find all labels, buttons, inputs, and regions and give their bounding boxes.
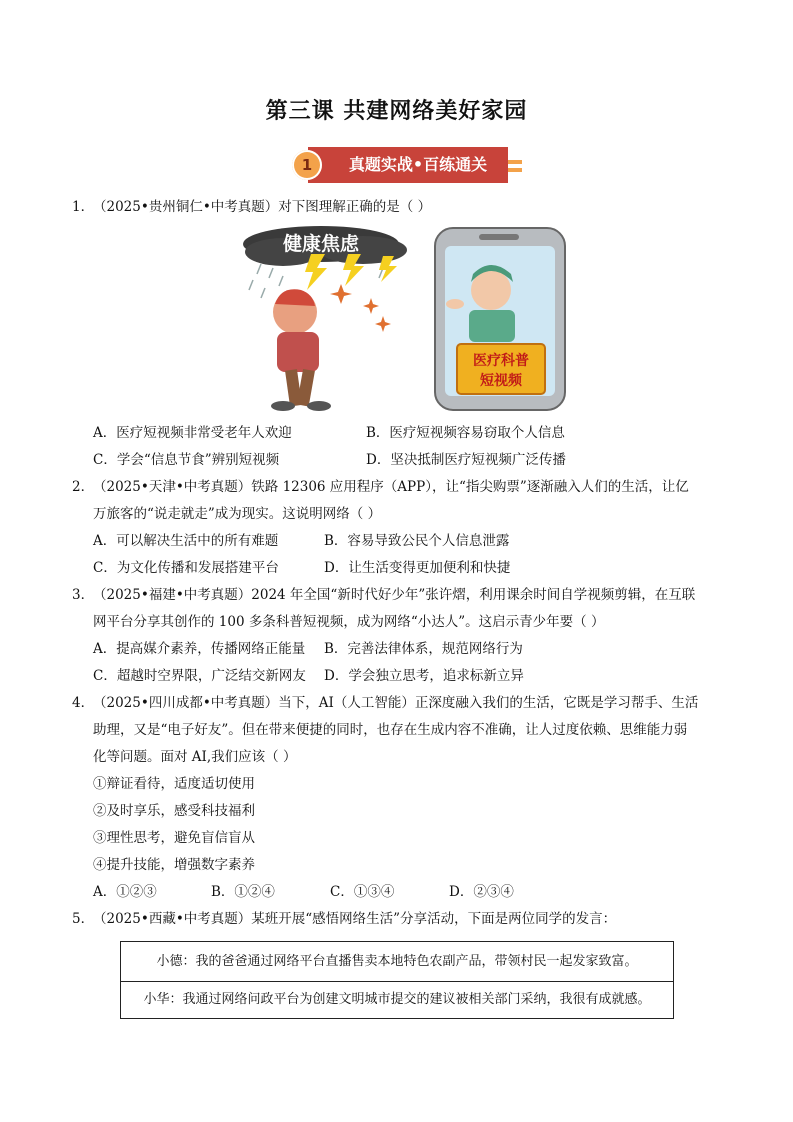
option-a[interactable]: A．医疗短视频非常受老年人欢迎	[93, 425, 292, 441]
option-a[interactable]: A．提高媒介素养，传播网络正能量	[93, 641, 306, 657]
question-number: 5．	[72, 911, 95, 927]
cartoon-illustration	[243, 224, 571, 414]
question-stem: 网平台分享其创作的 100 多条科普短视频，成为网络“小达人”。这启示青少年要（ ）	[93, 614, 605, 630]
page-title: 第三课 共建网络美好家园	[265, 99, 528, 124]
option-b[interactable]: B．医疗短视频容易窃取个人信息	[366, 425, 565, 441]
question-stem: 助理，又是“电子好友”。但在带来便捷的同时，也存在生成内容不准确，让人过度依赖、思维能力弱	[93, 722, 688, 738]
sign-line-1: 医疗科普	[473, 353, 529, 369]
sign-line-2: 短视频	[480, 373, 522, 389]
banner-text: 真题实战•百练通关	[348, 155, 488, 174]
option-d[interactable]: D．②③④	[449, 884, 514, 900]
option-d[interactable]: D．让生活变得更加便利和快捷	[324, 560, 511, 576]
banner-decoration	[508, 160, 522, 164]
option-b[interactable]: B．①②④	[211, 884, 275, 900]
question-stem: （2025•西藏•中考真题）某班开展“感悟网络生活”分享活动，下面是两位同学的发言：	[93, 911, 617, 927]
question-stem: （2025•四川成都•中考真题）当下，AI（人工智能）正深度融入我们的生活，它既是学习帮手、生活	[93, 695, 699, 711]
option-b[interactable]: B．完善法律体系，规范网络行为	[324, 641, 523, 657]
quote-row-xiaode: 小德：我的爸爸通过网络平台直播售卖本地特色农副产品，带领村民一起发家致富。	[121, 942, 673, 982]
quote-table	[120, 941, 674, 1019]
option-d[interactable]: D．学会独立思考，追求标新立异	[324, 668, 524, 684]
banner-number: 1	[292, 150, 322, 180]
cloud-label: 健康焦虑	[282, 233, 360, 255]
question-stem: 化等问题。面对 AI,我们应该（ ）	[93, 749, 297, 765]
question-number: 3．	[72, 587, 95, 603]
statement-item: ④提升技能，增强数字素养	[93, 857, 255, 873]
option-d[interactable]: D．坚决抵制医疗短视频广泛传播	[366, 452, 566, 468]
quote-row-xiaohua: 小华：我通过网络问政平台为创建文明城市提交的建议被相关部门采纳，我很有成就感。	[143, 992, 651, 1007]
question-number: 4．	[72, 695, 95, 711]
question-stem: 万旅客的“说走就走”成为现实。这说明网络（ ）	[93, 506, 382, 522]
option-a[interactable]: A．可以解决生活中的所有难题	[93, 533, 279, 549]
section-banner	[284, 146, 524, 184]
statement-item: ①辩证看待，适度适切使用	[93, 776, 255, 792]
option-c[interactable]: C．学会“信息节食”辨别短视频	[93, 452, 280, 468]
question-stem: （2025•福建•中考真题）2024 年全国“新时代好少年”张许熠，利用课余时间自学视频剪辑，在互联	[93, 587, 696, 603]
question-number: 2．	[72, 479, 95, 495]
statement-item: ②及时享乐，感受科技福利	[93, 803, 255, 819]
question-stem: （2025•天津•中考真题）铁路 12306 应用程序（APP），让“指尖购票”逐渐融入人们的生活，让亿	[93, 479, 689, 495]
option-c[interactable]: C．超越时空界限，广泛结交新网友	[93, 668, 306, 684]
option-c[interactable]: C．①③④	[330, 884, 395, 900]
statement-item: ③理性思考，避免盲信盲从	[93, 830, 255, 846]
question-number: 1．	[72, 199, 95, 215]
option-c[interactable]: C．为文化传播和发展搭建平台	[93, 560, 279, 576]
question-stem: （2025•贵州铜仁•中考真题）对下图理解正确的是（ ）	[93, 199, 432, 215]
option-a[interactable]: A．①②③	[93, 884, 157, 900]
banner-decoration	[508, 168, 522, 172]
option-b[interactable]: B．容易导致公民个人信息泄露	[324, 533, 510, 549]
